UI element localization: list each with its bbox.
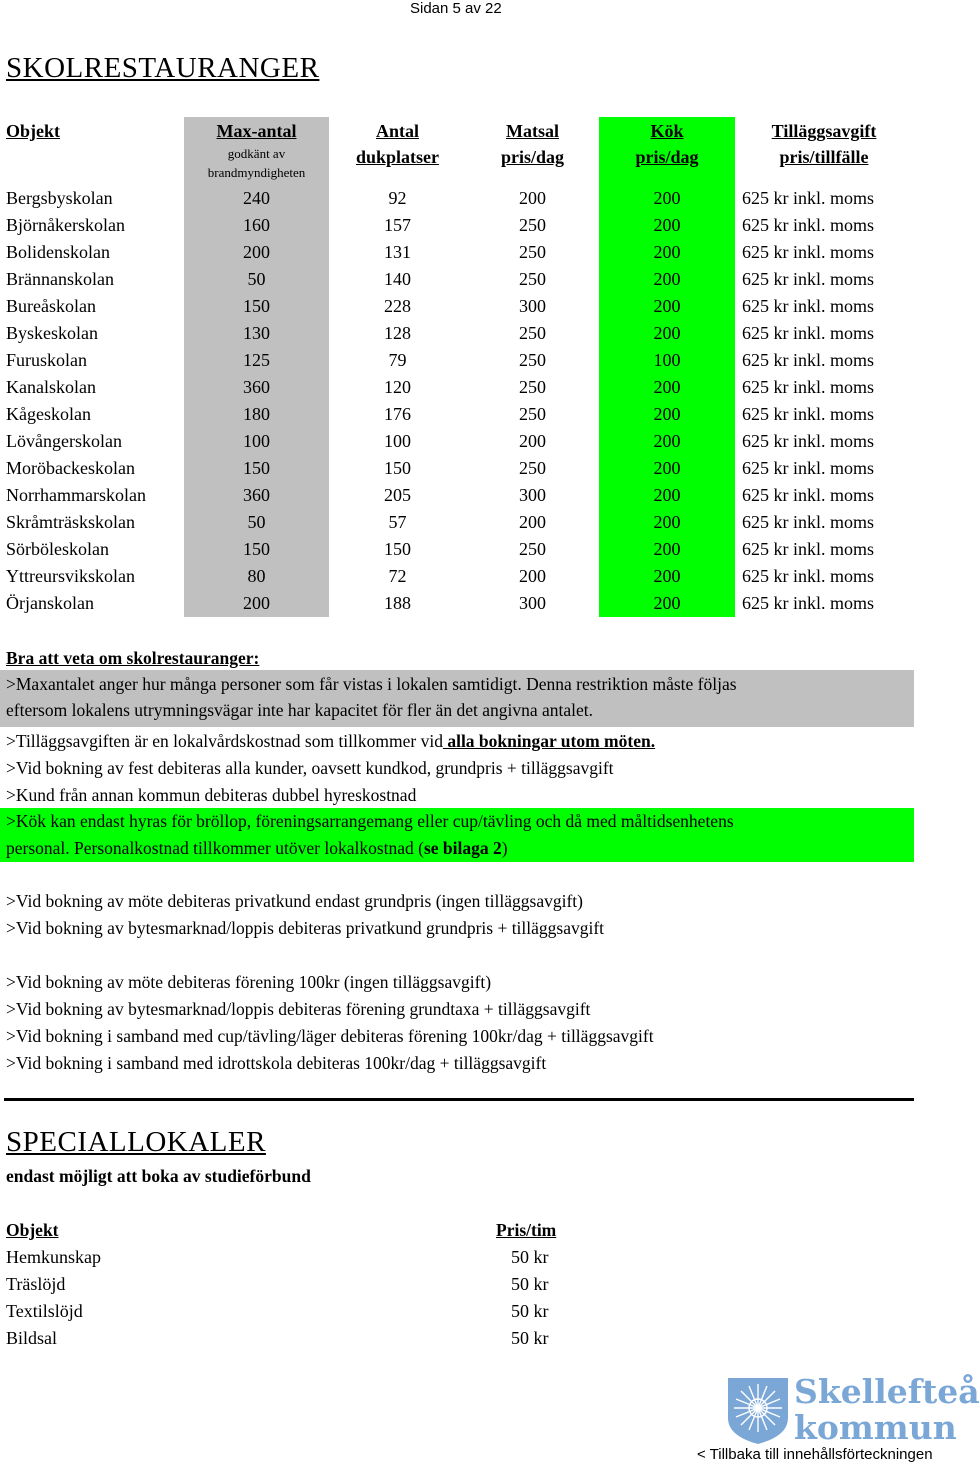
antal-dukplatser-cell: 120: [384, 377, 411, 397]
max-antal-cell: 360: [243, 377, 270, 397]
speciallokal-name: Textilslöjd: [6, 1301, 83, 1321]
matsal-pris-cell: 250: [519, 377, 546, 397]
antal-dukplatser-cell: 188: [384, 593, 411, 613]
tillaggsavgift-cell: 625 kr inkl. moms: [742, 296, 875, 316]
tillaggsavgift-cell: 625 kr inkl. moms: [742, 188, 875, 208]
speciallokal-price: 50 kr: [511, 1247, 549, 1267]
header-tillagg-line1: Tilläggsavgift: [771, 121, 877, 141]
kok-pris-cell: 200: [653, 566, 681, 586]
max-antal-cell: 125: [243, 350, 270, 370]
kok-note-line2: [6, 835, 508, 862]
max-antal-cell: 80: [247, 566, 266, 586]
notes-heading: Bra att veta om skolrestauranger:: [6, 648, 260, 668]
matsal-pris-cell: 200: [519, 188, 546, 208]
forening-note-2: >Vid bokning av bytesmarknad/loppis debiteras förening grundtaxa + tilläggsavgift: [6, 999, 591, 1019]
speciallokal-name: Träslöjd: [6, 1274, 66, 1294]
antal-dukplatser-cell: 150: [384, 539, 411, 559]
forening-note-4: >Vid bokning i samband med idrottskola debiteras 100kr/dag + tilläggsavgift: [6, 1053, 547, 1073]
school-name-cell: Bureåskolan: [6, 296, 96, 316]
tillaggsavgift-cell: 625 kr inkl. moms: [742, 269, 875, 289]
tillaggsavgift-cell: 625 kr inkl. moms: [742, 485, 875, 505]
speciallokaler-header-objekt: Objekt: [6, 1220, 59, 1240]
matsal-pris-cell: 300: [519, 593, 546, 613]
antal-dukplatser-cell: 150: [384, 458, 411, 478]
matsal-pris-cell: 200: [519, 431, 546, 451]
logo-line1: Skellefteå: [794, 1372, 980, 1411]
school-name-cell: Moröbackeskolan: [6, 458, 135, 478]
privat-note-1: >Vid bokning av möte debiteras privatkund endast grundpris (ingen tilläggsavgift): [6, 891, 583, 911]
matsal-pris-cell: 250: [519, 323, 546, 343]
header-kok-line2: pris/dag: [635, 147, 699, 167]
speciallokal-name: Bildsal: [6, 1328, 58, 1348]
tillaggsavgift-cell: 625 kr inkl. moms: [742, 539, 875, 559]
antal-dukplatser-cell: 205: [384, 485, 411, 505]
kok-pris-cell: 200: [653, 215, 681, 235]
forening-note-3: >Vid bokning i samband med cup/tävling/läger debiteras förening 100kr/dag + tilläggsavgift: [6, 1026, 654, 1046]
max-antal-cell: 360: [243, 485, 270, 505]
kok-pris-cell: 100: [653, 350, 681, 370]
tillaggsavgift-cell: 625 kr inkl. moms: [742, 404, 875, 424]
tillaggsavgift-cell: 625 kr inkl. moms: [742, 431, 875, 451]
header-antal-line2: dukplatser: [355, 147, 440, 167]
matsal-pris-cell: 250: [519, 215, 546, 235]
tillaggsavgift-cell: 625 kr inkl. moms: [742, 377, 875, 397]
matsal-pris-cell: 250: [519, 269, 546, 289]
skelleftea-logo-emblem: [728, 1378, 788, 1444]
matsal-pris-cell: 250: [519, 350, 546, 370]
tillagg-note: [6, 728, 655, 755]
header-matsal-line2: pris/dag: [500, 147, 565, 167]
kok-pris-cell: 200: [653, 296, 681, 316]
back-to-toc-link[interactable]: < Tillbaka till innehållsförteckningen: [697, 1446, 933, 1463]
kok-pris-cell: 200: [653, 485, 681, 505]
max-antal-cell: 200: [243, 242, 270, 262]
kund-note: >Kund från annan kommun debiteras dubbel hyreskostnad: [6, 785, 417, 805]
maxantal-note-line2: eftersom lokalens utrymningsvägar inte har kapacitet för fler än det angivna antalet.: [6, 700, 593, 720]
matsal-pris-cell: 200: [519, 512, 546, 532]
kok-pris-cell: 200: [653, 593, 681, 613]
max-antal-cell: 150: [243, 458, 270, 478]
kok-pris-cell: 200: [653, 377, 681, 397]
school-name-cell: Brännanskolan: [6, 269, 114, 289]
antal-dukplatser-cell: 100: [384, 431, 411, 451]
max-antal-cell: 180: [243, 404, 270, 424]
kok-pris-cell: 200: [653, 188, 681, 208]
max-antal-cell: 50: [247, 512, 266, 532]
tillaggsavgift-cell: 625 kr inkl. moms: [742, 458, 875, 478]
max-antal-cell: 160: [243, 215, 270, 235]
max-antal-cell: 50: [247, 269, 266, 289]
kok-note-bilaga: se bilaga 2: [423, 838, 502, 858]
forening-note-1: >Vid bokning av möte debiteras förening 100kr (ingen tilläggsavgift): [6, 972, 492, 992]
header-max-antal: Max-antal: [216, 121, 297, 141]
antal-dukplatser-cell: 72: [388, 566, 407, 586]
header-max-antal-sub2: brandmyndigheten: [207, 165, 306, 180]
kok-pris-cell: 200: [653, 431, 681, 451]
school-name-cell: Byskeskolan: [6, 323, 98, 343]
tillagg-note-bold: alla bokningar utom möten.: [442, 731, 656, 751]
kok-note-line1: >Kök kan endast hyras för bröllop, föreningsarrangemang eller cup/tävling och då med måltidsenhetens: [6, 811, 734, 831]
section-title-skolrestauranger: SKOLRESTAURANGER: [6, 52, 320, 84]
matsal-pris-cell: 250: [519, 242, 546, 262]
kok-note-line2-text: personal. Personalkostnad tillkommer utöver lokalkostnad (: [6, 838, 424, 858]
tillagg-note-text: >Tilläggsavgiften är en lokalvårdskostnad som tillkommer vid: [6, 731, 443, 751]
antal-dukplatser-cell: 128: [384, 323, 411, 343]
antal-dukplatser-cell: 57: [388, 512, 407, 532]
max-antal-cell: 150: [243, 539, 270, 559]
header-tillagg-line2: pris/tillfälle: [779, 147, 869, 167]
header-antal-line1: Antal: [375, 121, 419, 141]
speciallokaler-subtitle: endast möjligt att boka av studieförbund: [6, 1166, 311, 1186]
antal-dukplatser-cell: 176: [384, 404, 411, 424]
kok-pris-cell: 200: [653, 269, 681, 289]
header-objekt: Objekt: [6, 121, 60, 141]
matsal-pris-cell: 200: [519, 566, 546, 586]
matsal-pris-cell: 300: [519, 485, 546, 505]
kok-pris-cell: 200: [653, 539, 681, 559]
school-name-cell: Lövångerskolan: [6, 431, 122, 451]
school-name-cell: Norrhammarskolan: [6, 485, 146, 505]
matsal-pris-cell: 250: [519, 404, 546, 424]
speciallokal-price: 50 kr: [511, 1301, 549, 1321]
school-name-cell: Bolidenskolan: [6, 242, 110, 262]
tillaggsavgift-cell: 625 kr inkl. moms: [742, 323, 875, 343]
tillaggsavgift-cell: 625 kr inkl. moms: [742, 593, 875, 613]
max-antal-cell: 200: [243, 593, 270, 613]
antal-dukplatser-cell: 92: [388, 188, 407, 208]
matsal-pris-cell: 250: [519, 458, 546, 478]
matsal-pris-cell: 300: [519, 296, 546, 316]
antal-dukplatser-cell: 228: [384, 296, 411, 316]
page-number: Sidan 5 av 22: [410, 0, 502, 17]
antal-dukplatser-cell: 131: [384, 242, 411, 262]
antal-dukplatser-cell: 157: [384, 215, 411, 235]
school-name-cell: Örjanskolan: [6, 593, 94, 613]
speciallokaler-header-pris: Pris/tim: [496, 1220, 557, 1240]
tillaggsavgift-cell: 625 kr inkl. moms: [742, 350, 875, 370]
header-max-antal-sub1: godkänt av: [227, 146, 286, 161]
school-name-cell: Kanalskolan: [6, 377, 96, 397]
school-name-cell: Kågeskolan: [6, 404, 91, 424]
privat-note-2: >Vid bokning av bytesmarknad/loppis debiteras privatkund grundpris + tilläggsavgift: [6, 918, 605, 938]
matsal-pris-cell: 250: [519, 539, 546, 559]
speciallokal-name: Hemkunskap: [6, 1247, 101, 1267]
speciallokal-price: 50 kr: [511, 1274, 549, 1294]
school-name-cell: Sörböleskolan: [6, 539, 109, 559]
school-name-cell: Furuskolan: [6, 350, 87, 370]
tillaggsavgift-cell: 625 kr inkl. moms: [742, 242, 875, 262]
kok-pris-cell: 200: [653, 242, 681, 262]
header-kok-line1: Kök: [650, 121, 684, 141]
max-antal-cell: 100: [243, 431, 270, 451]
tillaggsavgift-cell: 625 kr inkl. moms: [742, 512, 875, 532]
kok-pris-cell: 200: [653, 512, 681, 532]
header-matsal-line1: Matsal: [506, 121, 559, 141]
kok-pris-cell: 200: [653, 404, 681, 424]
tillaggsavgift-cell: 625 kr inkl. moms: [742, 566, 875, 586]
tillaggsavgift-cell: 625 kr inkl. moms: [742, 215, 875, 235]
max-antal-cell: 150: [243, 296, 270, 316]
section-title-speciallokaler: SPECIALLOKALER: [6, 1126, 266, 1158]
school-name-cell: Skråmträskskolan: [6, 512, 135, 532]
kok-pris-cell: 200: [653, 323, 681, 343]
maxantal-note-line1: >Maxantalet anger hur många personer som får vistas i lokalen samtidigt. Denna restriktion måste följas: [6, 674, 737, 694]
fest-note: >Vid bokning av fest debiteras alla kunder, oavsett kundkod, grundpris + tilläggsavgift: [6, 758, 614, 778]
school-name-cell: Bergsbyskolan: [6, 188, 113, 208]
school-name-cell: Yttreursvikskolan: [6, 566, 135, 586]
kok-note-line2-end: ): [501, 838, 508, 858]
max-antal-cell: 240: [243, 188, 270, 208]
school-name-cell: Björnåkerskolan: [6, 215, 125, 235]
max-antal-cell: 130: [243, 323, 270, 343]
kok-pris-cell: 200: [653, 458, 681, 478]
section-divider: [4, 1098, 914, 1101]
speciallokal-price: 50 kr: [511, 1328, 549, 1348]
antal-dukplatser-cell: 140: [384, 269, 411, 289]
logo-line2: kommun: [794, 1408, 957, 1447]
skelleftea-logo-text: [794, 1374, 980, 1446]
antal-dukplatser-cell: 79: [388, 350, 407, 370]
